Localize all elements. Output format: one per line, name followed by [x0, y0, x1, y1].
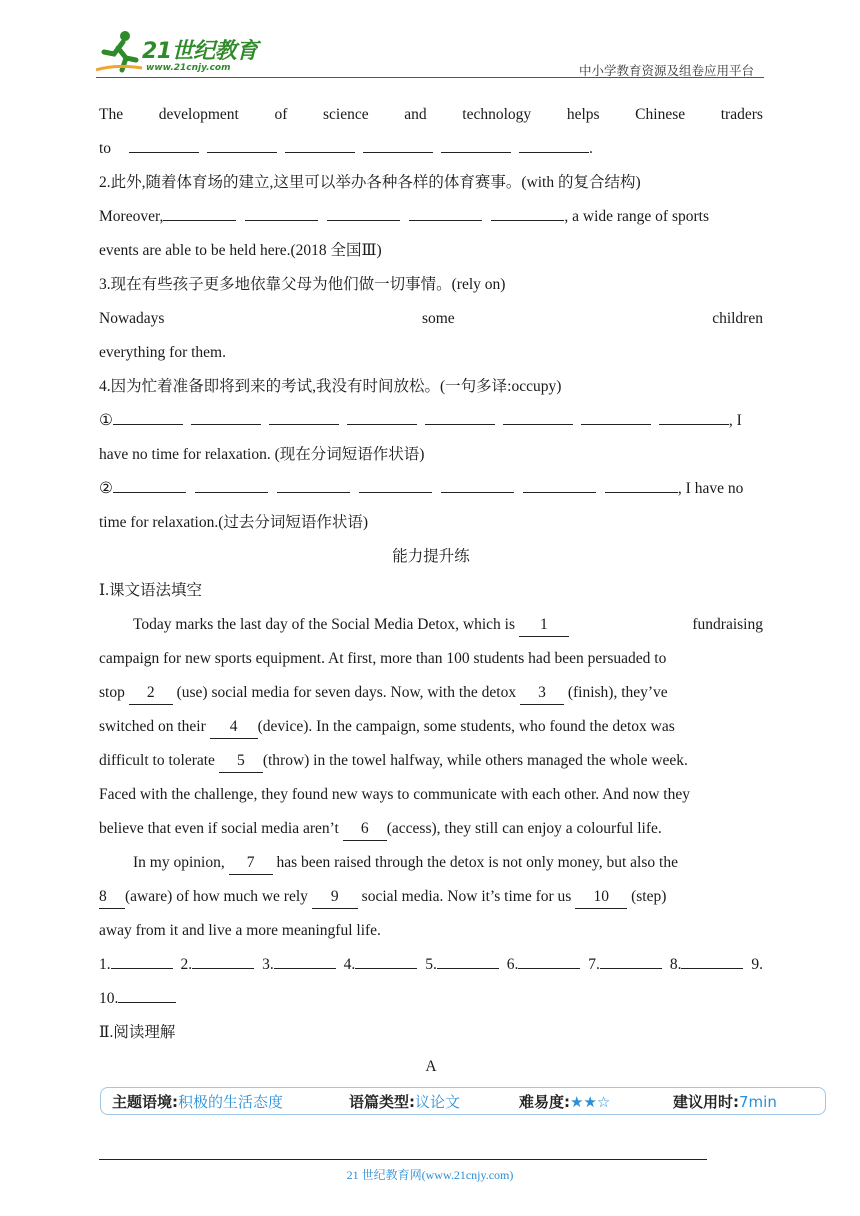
passage-label: A — [425, 1058, 437, 1075]
passage-line: away from it and live a more meaningful life. — [99, 922, 381, 939]
answer-blank[interactable] — [195, 472, 268, 493]
answer-blank[interactable] — [347, 404, 417, 425]
passage-line: switched on their 4 (device). In the campaign, some students, who found the detox was — [99, 710, 763, 744]
ex3-line2: everything for them. — [99, 344, 226, 361]
worksheet-content — [99, 98, 763, 1084]
answer-blank[interactable] — [519, 132, 589, 153]
ex4-question: 4.因为忙着准备即将到来的考试,我没有时间放松。(一句多译:occupy) — [99, 378, 562, 395]
answer-blank[interactable] — [441, 472, 514, 493]
footer-text: 21 世纪教育网(www.21cnjy.com) — [346, 1168, 514, 1182]
answer-blank[interactable] — [518, 948, 580, 969]
ex4-answer2: ② , I have no — [99, 472, 763, 506]
answer-blank[interactable] — [437, 948, 499, 969]
passage-line: difficult to tolerate 5 (throw) in the towel halfway, while others managed the whole week. — [99, 744, 763, 778]
header-divider — [96, 77, 764, 78]
passage-line: In my opinion, 7 has been raised through the detox is not only money, but also the — [99, 846, 763, 880]
answer-blank[interactable] — [163, 200, 236, 221]
page-header — [0, 0, 860, 80]
passage-info-bar — [100, 1087, 826, 1115]
numbered-blank[interactable]: 6 — [343, 818, 387, 841]
answer-blank[interactable] — [523, 472, 596, 493]
answer-blank[interactable] — [600, 948, 662, 969]
answer-blank[interactable] — [605, 472, 678, 493]
ex2-question: 2.此外,随着体育场的建立,这里可以举办各种各样的体育赛事。(with 的复合结构) — [99, 174, 641, 191]
answer-blank[interactable] — [359, 472, 432, 493]
genre-info: 语篇类型:议论文 — [349, 1093, 461, 1111]
passage-line: Faced with the challenge, they found new ways to communicate with each other. And now they — [99, 786, 690, 803]
numbered-blank[interactable]: 3 — [520, 682, 564, 705]
answer-blank[interactable] — [327, 200, 400, 221]
answer-row-2: 10. — [99, 982, 763, 1016]
passage-line: Today marks the last day of the Social Media Detox, which is 1 fundraising — [99, 608, 763, 642]
time-info: 建议用时:7min — [673, 1093, 777, 1111]
answer-blank[interactable] — [659, 404, 729, 425]
numbered-blank[interactable]: 7 — [229, 852, 273, 875]
answer-blank[interactable] — [118, 982, 176, 1003]
answer-blank[interactable] — [245, 200, 318, 221]
passage-line: stop 2 (use) social media for seven days. Now, with the detox 3 (finish), they’ve — [99, 676, 763, 710]
answer-blank[interactable] — [425, 404, 495, 425]
numbered-blank[interactable]: 5 — [219, 750, 263, 773]
answer-blank[interactable] — [409, 200, 482, 221]
answer-blank[interactable] — [581, 404, 651, 425]
answer-blank[interactable] — [363, 132, 433, 153]
topic-info: 主题语境:积极的生活态度 — [112, 1093, 284, 1111]
answer-blank[interactable] — [503, 404, 573, 425]
ex4-answer2-line2: time for relaxation.(过去分词短语作状语) — [99, 514, 369, 531]
answer-blank[interactable] — [441, 132, 511, 153]
runner-icon — [96, 30, 146, 74]
footer-divider — [99, 1159, 707, 1160]
numbered-blank[interactable]: 1 — [519, 614, 569, 637]
answer-blank[interactable] — [681, 948, 743, 969]
logo-url: www.21cnjy.com — [146, 63, 231, 73]
part1-title: Ⅰ.课文语法填空 — [99, 582, 202, 599]
logo-text: 21世纪教育 — [142, 39, 258, 64]
numbered-blank[interactable]: 2 — [129, 682, 173, 705]
answer-blank[interactable] — [129, 132, 199, 153]
answer-blank[interactable] — [274, 948, 336, 969]
platform-name: 中小学教育资源及组卷应用平台 — [578, 63, 754, 78]
numbered-blank[interactable]: 9 — [312, 886, 358, 909]
answer-blank[interactable] — [113, 472, 186, 493]
answer-blank[interactable] — [285, 132, 355, 153]
answer-row: 1. 2. 3. 4. 5. 6. 7. 8. 9. — [99, 948, 763, 982]
passage-line: campaign for new sports equipment. At first, more than 100 students had been persuaded to — [99, 650, 667, 667]
part2-title: Ⅱ.阅读理解 — [99, 1024, 176, 1041]
answer-blank[interactable] — [207, 132, 277, 153]
answer-blank[interactable] — [269, 404, 339, 425]
section-title: 能力提升练 — [392, 548, 470, 565]
numbered-blank[interactable]: 10 — [575, 886, 627, 909]
passage-line: believe that even if social media aren’t 6 (access), they still can enjoy a colourful life. — [99, 812, 763, 846]
answer-blank[interactable] — [191, 404, 261, 425]
answer-blank[interactable] — [192, 948, 254, 969]
difficulty-stars: ★★☆ — [570, 1093, 611, 1111]
numbered-blank[interactable]: 4 — [210, 716, 258, 739]
ex2-line2: events are able to be held here.(2018 全国Ⅲ) — [99, 242, 382, 259]
answer-blank[interactable] — [277, 472, 350, 493]
passage-line: 8 (aware) of how much we rely 9 social media. Now it’s time for us 10 (step) — [99, 880, 763, 914]
ex2-line1: Moreover, , a wide range of sports — [99, 200, 763, 234]
ex3-line1: Nowadays some children — [99, 310, 763, 327]
difficulty-info: 难易度:★★☆ — [519, 1093, 611, 1111]
ex1-line2: to . — [99, 132, 763, 166]
ex1-line1: The development of science and technology helps Chinese traders — [99, 106, 763, 123]
ex4-answer1: ① , I — [99, 404, 763, 438]
ex4-answer1-line2: have no time for relaxation. (现在分词短语作状语) — [99, 446, 425, 463]
ex3-question: 3.现在有些孩子更多地依靠父母为他们做一切事情。(rely on) — [99, 276, 506, 293]
answer-blank[interactable] — [491, 200, 564, 221]
numbered-blank[interactable]: 8 — [99, 886, 125, 909]
answer-blank[interactable] — [111, 948, 173, 969]
answer-blank[interactable] — [355, 948, 417, 969]
answer-blank[interactable] — [113, 404, 183, 425]
site-logo — [96, 30, 266, 78]
